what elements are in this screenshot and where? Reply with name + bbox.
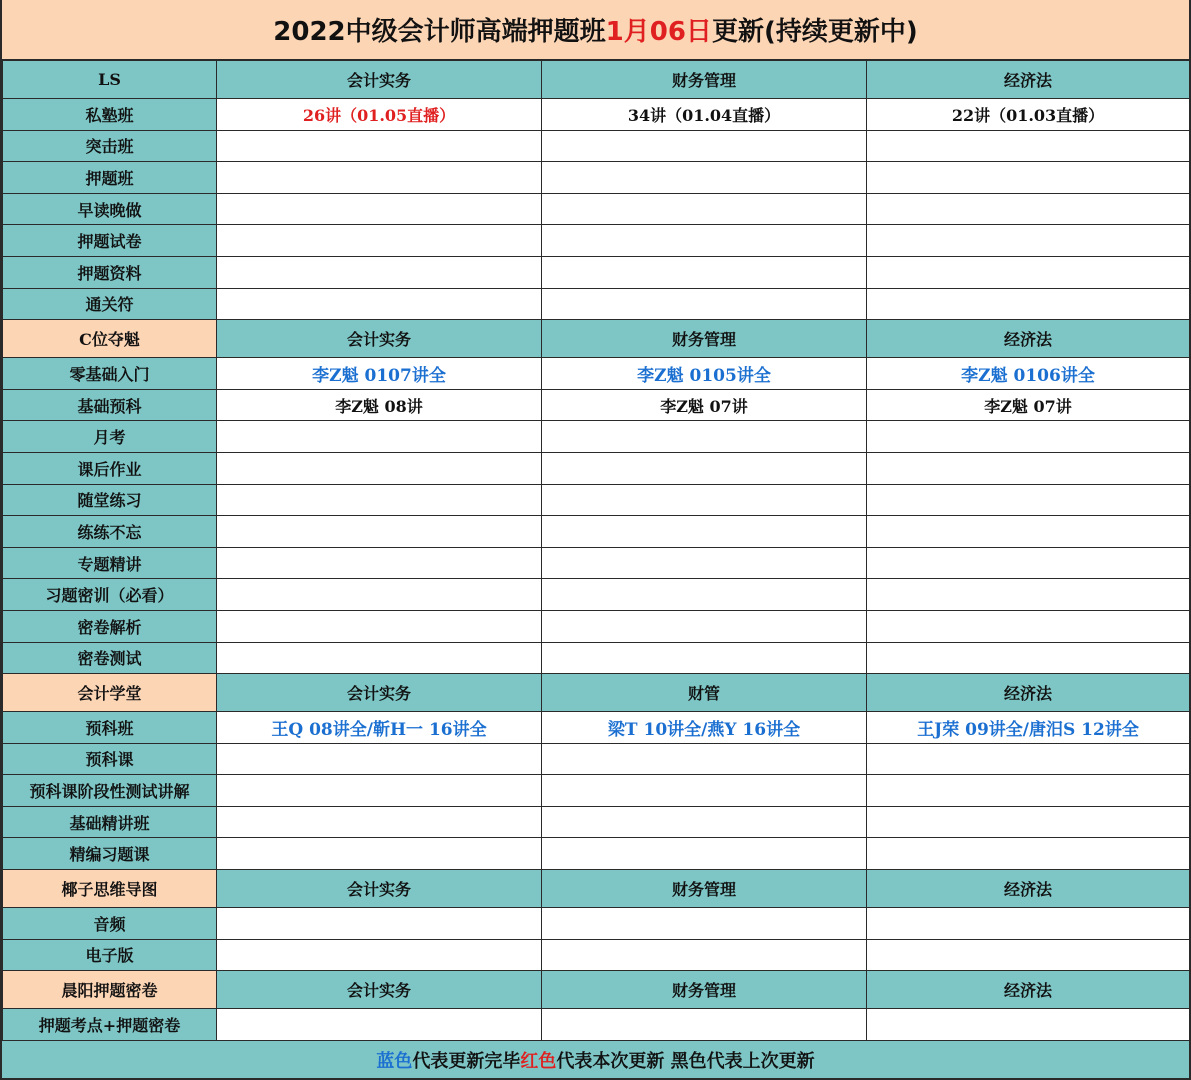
table-cell — [867, 806, 1190, 838]
row-label: 课后作业 — [3, 452, 217, 484]
table-cell: 王Q 08讲全/靳H一 16讲全 — [217, 712, 542, 744]
table-cell: 王J荣 09讲全/唐汨S 12讲全 — [867, 712, 1190, 744]
table-cell — [542, 775, 867, 807]
row-label: 专题精讲 — [3, 547, 217, 579]
row-label: 预科课阶段性测试讲解 — [3, 775, 217, 807]
row-label: 押题资料 — [3, 256, 217, 288]
table-cell — [217, 547, 542, 579]
table-row — [3, 547, 1190, 579]
table-cell — [217, 775, 542, 807]
column-header: 经济法 — [867, 971, 1190, 1009]
row-label: 密卷测试 — [3, 642, 217, 674]
column-header: 财务管理 — [542, 320, 867, 358]
table-row — [3, 939, 1190, 971]
table-row — [3, 610, 1190, 642]
table-cell — [542, 579, 867, 611]
table-row — [3, 1009, 1190, 1041]
table-cell — [867, 642, 1190, 674]
table-cell — [217, 225, 542, 257]
table-cell — [542, 838, 867, 870]
row-label: 精编习题课 — [3, 838, 217, 870]
table-cell — [867, 775, 1190, 807]
legend-blue-word: 蓝色 — [376, 1050, 413, 1072]
row-label: 密卷解析 — [3, 610, 217, 642]
table-cell — [867, 452, 1190, 484]
column-header: 经济法 — [867, 320, 1190, 358]
table-row — [3, 838, 1190, 870]
table-cell — [217, 452, 542, 484]
table-cell — [542, 516, 867, 548]
column-header: 会计实务 — [217, 61, 542, 99]
section-header-row — [3, 870, 1190, 908]
table-cell: 梁T 10讲全/燕Y 16讲全 — [542, 712, 867, 744]
row-label: 习题密训（必看） — [3, 579, 217, 611]
row-label: 突击班 — [3, 130, 217, 162]
table-cell — [217, 421, 542, 453]
row-label: 基础精讲班 — [3, 806, 217, 838]
table-row — [3, 806, 1190, 838]
table-cell — [542, 939, 867, 971]
table-cell — [867, 547, 1190, 579]
table-cell — [217, 288, 542, 320]
table-cell — [217, 256, 542, 288]
table-cell — [867, 516, 1190, 548]
table-cell — [542, 193, 867, 225]
table-row — [3, 743, 1190, 775]
column-header: 经济法 — [867, 61, 1190, 99]
table-cell — [542, 452, 867, 484]
table-cell — [867, 256, 1190, 288]
table-row — [3, 712, 1190, 744]
table-cell — [542, 421, 867, 453]
table-cell — [542, 610, 867, 642]
row-label: 随堂练习 — [3, 484, 217, 516]
table-cell: 26讲（01.05直播） — [217, 99, 542, 131]
table-cell — [217, 939, 542, 971]
row-label: 押题班 — [3, 162, 217, 194]
table-cell — [867, 484, 1190, 516]
table-cell — [867, 743, 1190, 775]
row-label: 基础预科 — [3, 389, 217, 421]
table-row — [3, 389, 1190, 421]
section-header-row — [3, 971, 1190, 1009]
table-row — [3, 193, 1190, 225]
table-cell: 李Z魁 0106讲全 — [867, 358, 1190, 390]
table-cell — [542, 547, 867, 579]
table-row — [3, 99, 1190, 131]
table-cell — [217, 579, 542, 611]
table-cell — [217, 838, 542, 870]
row-label: 通关符 — [3, 288, 217, 320]
table-row — [3, 484, 1190, 516]
column-header: 会计实务 — [217, 320, 542, 358]
section-title: C位夺魁 — [3, 320, 217, 358]
table-cell: 李Z魁 07讲 — [542, 389, 867, 421]
table-cell — [542, 484, 867, 516]
column-header: 会计实务 — [217, 870, 542, 908]
table-row — [3, 452, 1190, 484]
table-cell — [542, 642, 867, 674]
table-cell: 李Z魁 07讲 — [867, 389, 1190, 421]
table-cell: 李Z魁 0107讲全 — [217, 358, 542, 390]
section-title: 晨阳押题密卷 — [3, 971, 217, 1009]
table-cell — [867, 939, 1190, 971]
table-cell — [217, 642, 542, 674]
table-cell — [867, 288, 1190, 320]
column-header: 财管 — [542, 674, 867, 712]
legend-red-desc: 代表本次更新 黑色代表上次更新 — [556, 1050, 815, 1072]
row-label: 押题考点+押题密卷 — [3, 1009, 217, 1041]
table-cell: 李Z魁 08讲 — [217, 389, 542, 421]
table-row — [3, 908, 1190, 940]
table-cell — [542, 162, 867, 194]
legend-red-word: 红色 — [520, 1050, 557, 1072]
table-cell — [867, 162, 1190, 194]
table-cell — [867, 225, 1190, 257]
section-header-row — [3, 320, 1190, 358]
column-header: 会计实务 — [217, 971, 542, 1009]
table-row — [3, 775, 1190, 807]
table-cell — [867, 838, 1190, 870]
table-cell — [542, 256, 867, 288]
table-row — [3, 579, 1190, 611]
table-cell: 34讲（01.04直播） — [542, 99, 867, 131]
table-row — [3, 516, 1190, 548]
table-row — [3, 130, 1190, 162]
table-cell: 22讲（01.03直播） — [867, 99, 1190, 131]
section-title: 会计学堂 — [3, 674, 217, 712]
title-prefix: 2022中级会计师高端押题班 — [273, 17, 606, 47]
title-date: 1月06日 — [605, 17, 712, 47]
table-cell — [867, 1009, 1190, 1041]
row-label: 预科课 — [3, 743, 217, 775]
table-cell — [542, 743, 867, 775]
page-title — [2, 0, 1189, 60]
row-label: 预科班 — [3, 712, 217, 744]
table-cell — [217, 908, 542, 940]
table-row — [3, 225, 1190, 257]
table-cell — [867, 421, 1190, 453]
table-row — [3, 256, 1190, 288]
table-cell — [867, 130, 1190, 162]
column-header: 财务管理 — [542, 61, 867, 99]
table-cell — [542, 1009, 867, 1041]
column-header: 经济法 — [867, 674, 1190, 712]
table-cell: 李Z魁 0105讲全 — [542, 358, 867, 390]
column-header: 财务管理 — [542, 870, 867, 908]
table-cell — [217, 516, 542, 548]
section-title: LS — [3, 61, 217, 99]
table-cell — [217, 484, 542, 516]
section-title: 椰子思维导图 — [3, 870, 217, 908]
table-cell — [217, 743, 542, 775]
table-cell — [542, 806, 867, 838]
table-cell — [542, 225, 867, 257]
table-cell — [217, 610, 542, 642]
row-label: 私塾班 — [3, 99, 217, 131]
column-header: 经济法 — [867, 870, 1190, 908]
title-suffix: 更新(持续更新中) — [711, 17, 918, 47]
table-cell — [867, 610, 1190, 642]
row-label: 电子版 — [3, 939, 217, 971]
column-header: 会计实务 — [217, 674, 542, 712]
table-cell — [217, 162, 542, 194]
table-cell — [217, 806, 542, 838]
row-label: 零基础入门 — [3, 358, 217, 390]
row-label: 练练不忘 — [3, 516, 217, 548]
legend-blue-desc: 代表更新完毕 — [412, 1050, 521, 1072]
column-header: 财务管理 — [542, 971, 867, 1009]
row-label: 月考 — [3, 421, 217, 453]
color-legend — [2, 1040, 1189, 1080]
table-cell — [217, 1009, 542, 1041]
table-cell — [867, 908, 1190, 940]
section-header-row — [3, 674, 1190, 712]
table-row — [3, 421, 1190, 453]
table-cell — [217, 193, 542, 225]
table-row — [3, 288, 1190, 320]
table-cell — [867, 193, 1190, 225]
table-cell — [542, 288, 867, 320]
course-table — [2, 60, 1190, 1041]
table-cell — [217, 130, 542, 162]
table-cell — [542, 130, 867, 162]
table-row — [3, 642, 1190, 674]
row-label: 早读晚做 — [3, 193, 217, 225]
row-label: 音频 — [3, 908, 217, 940]
table-row — [3, 162, 1190, 194]
section-header-row — [3, 61, 1190, 99]
table-row — [3, 358, 1190, 390]
row-label: 押题试卷 — [3, 225, 217, 257]
table-cell — [867, 579, 1190, 611]
table-cell — [542, 908, 867, 940]
